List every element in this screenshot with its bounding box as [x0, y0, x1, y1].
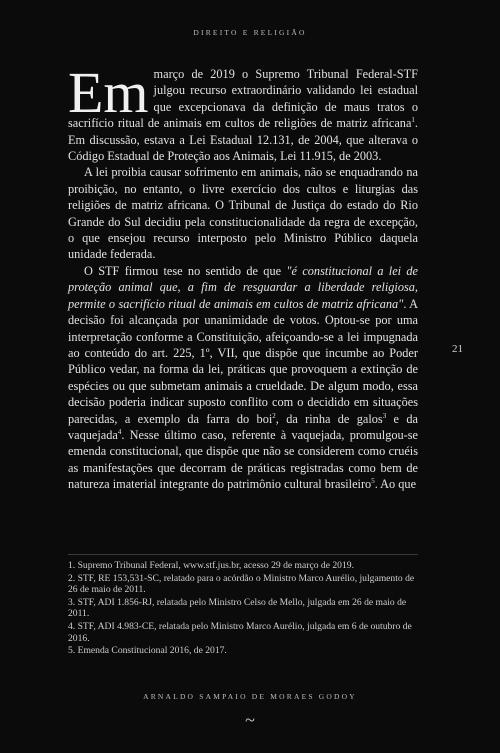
ornament: ~ [245, 710, 255, 730]
paragraph-2: A lei proibia causar sofrimento em animais, não se enquadrando na proibição, no entanto, o livre exercício dos cultos e liturgias das religiões de matriz africana. O Tribunal de Justiça do estado do Rio Grande do Sul decidiu pela constitucionalidade da regra de excepção, o que ensejou recurso interposto pelo Ministro Público daquela unidade federada. [68, 165, 418, 262]
footnote: 3. STF, ADI 1.856-RJ, relatada pelo Ministro Celso de Mello, julgada em 26 de maio de 2011. [68, 596, 407, 620]
footnote-ref-3: 3 [382, 411, 387, 420]
thesis-quote: "é constitucional a lei de proteção animal que, a fim de resguardar a liberdade religiosa, permite o sacrifício ritual de animais em cultos de matriz africana" [68, 263, 419, 311]
drop-cap: Em [68, 60, 149, 125]
paragraph-3-e: . Ao que [374, 477, 417, 492]
paragraph-1-end: . Em discussão, estava a Lei Estadual 12.131, de 2004, que alterava o Código Estadual de Proteção aos Animais, Lei 11.915, de 2003. [68, 116, 418, 164]
footnote: 5. Emenda Constitucional 2016, de 2017. [68, 645, 227, 657]
footnote-ref-5: 5 [371, 477, 375, 486]
paragraph-3-b: , da rinha de galos [275, 411, 383, 426]
paragraph-3-a: . A decisão foi alcançada por unanimidade de votos. Optou-se por uma interpretação conforme a Constituição, afeiçoando-se a lei impugnada ao conteúdo do art. 225, 1º, VII, que dispõe que incumbe ao Poder Público vedar, na forma da lei, práticas que provoquem a extinção de espécies ou que submetam animais a crueldade. De algum modo, essa decisão poderia indicar suposto conflito com o decidido em situações parecidas, a exemplo da farra do boi [68, 296, 418, 426]
footnote-ref-1: 1 [411, 116, 415, 125]
footnotes [68, 560, 418, 658]
author-footer: ARNALDO SAMPAIO DE MORAES GODOY [143, 692, 357, 701]
paragraph-1-text: março de 2019 o Supremo Tribunal Federal-STF julgou recurso extraordinário validando lei estadual que excepcionava da definição de maus tratos o sacrifício ritual de animais em cultos de religiões de matriz africana [68, 67, 418, 131]
paragraph-3-d: . Nesse último caso, referente à vaquejada, promulgou-se emenda constitucional, que dispõe que não se considerem como cruéis as manifestações que decorram de práticas registradas como bem de natureza imaterial integrante do patrimônio cultural brasileiro [68, 427, 418, 492]
footnote-ref-4: 4 [117, 427, 122, 436]
paragraph-1 [68, 60, 418, 164]
paragraph-3-c: e da vaquejada [68, 411, 418, 442]
paragraph-3-start: O STF firmou tese no sentido de que [84, 263, 287, 278]
footnote-ref-2: 2 [272, 411, 276, 420]
footnote: 1. Supremo Tribunal Federal, www.stf.jus.br, acesso 29 de março de 2019. [68, 560, 354, 571]
page-number: 21 [452, 343, 463, 355]
footnote: 2. STF, RE 153,531-SC, relatado para o acórdão o Ministro Marco Aurélio, julgamento de 26 de maio de 2011. [68, 572, 415, 596]
running-header: DIREITO E RELIGIÃO [193, 28, 307, 37]
footnote: 4. STF, ADI 4.983-CE, relatada pelo Ministro Marco Aurélio, julgada em 6 de outubro de 2016. [68, 620, 412, 644]
footnote-divider [68, 554, 418, 555]
body-text [68, 60, 419, 493]
paragraph-3 [68, 263, 418, 493]
